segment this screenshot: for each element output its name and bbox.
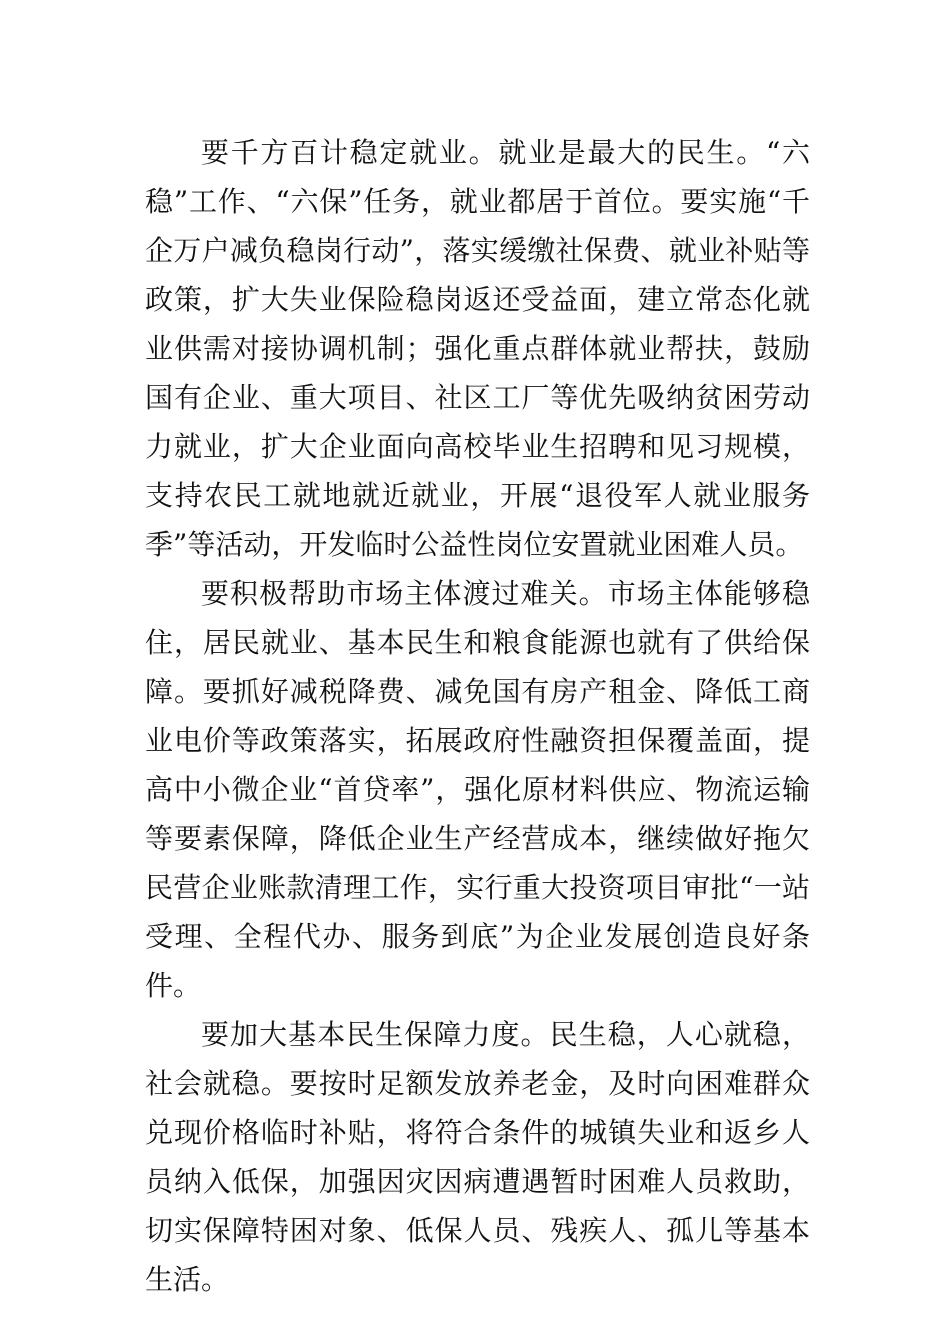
document-body [145, 128, 810, 1304]
paragraph-livelihood-security: 要加大基本民生保障力度。民生稳，人心就稳，社会就稳。要按时足额发放养老金，及时向困难群众兑现价格临时补贴，将符合条件的城镇失业和返乡人员纳入低保，加强因灾因病遭遇暂时困难人员救助，切实保障特困对象、低保人员、残疾人、孤儿等基本生活。 [145, 1018, 810, 1296]
paragraph-employment: 要千方百计稳定就业。就业是最大的民生。“六稳”工作、“六保”任务，就业都居于首位。要实施“千企万户减负稳岗行动”，落实缓缴社保费、就业补贴等政策，扩大失业保险稳岗返还受益面，建立常态化就业供需对接协调机制；强化重点群体就业帮扶，鼓励国有企业、重大项目、社区工厂等优先吸纳贫困劳动力就业，扩大企业面向高校毕业生招聘和见习规模，支持农民工就地就近就业，开展“退役军人就业服务季”等活动，开发临时公益性岗位安置就业困难人员。 [145, 136, 810, 561]
paragraph-market-entities: 要积极帮助市场主体渡过难关。市场主体能够稳住，居民就业、基本民生和粮食能源也就有了供给保障。要抓好减税降费、减免国有房产租金、降低工商业电价等政策落实，拓展政府性融资担保覆盖面，提高中小微企业“首贷率”，强化原材料供应、物流运输等要素保障，降低企业生产经营成本，继续做好拖欠民营企业账款清理工作，实行重大投资项目审批“一站受理、全程代办、服务到底”为企业发展创造良好条件。 [145, 577, 810, 1002]
